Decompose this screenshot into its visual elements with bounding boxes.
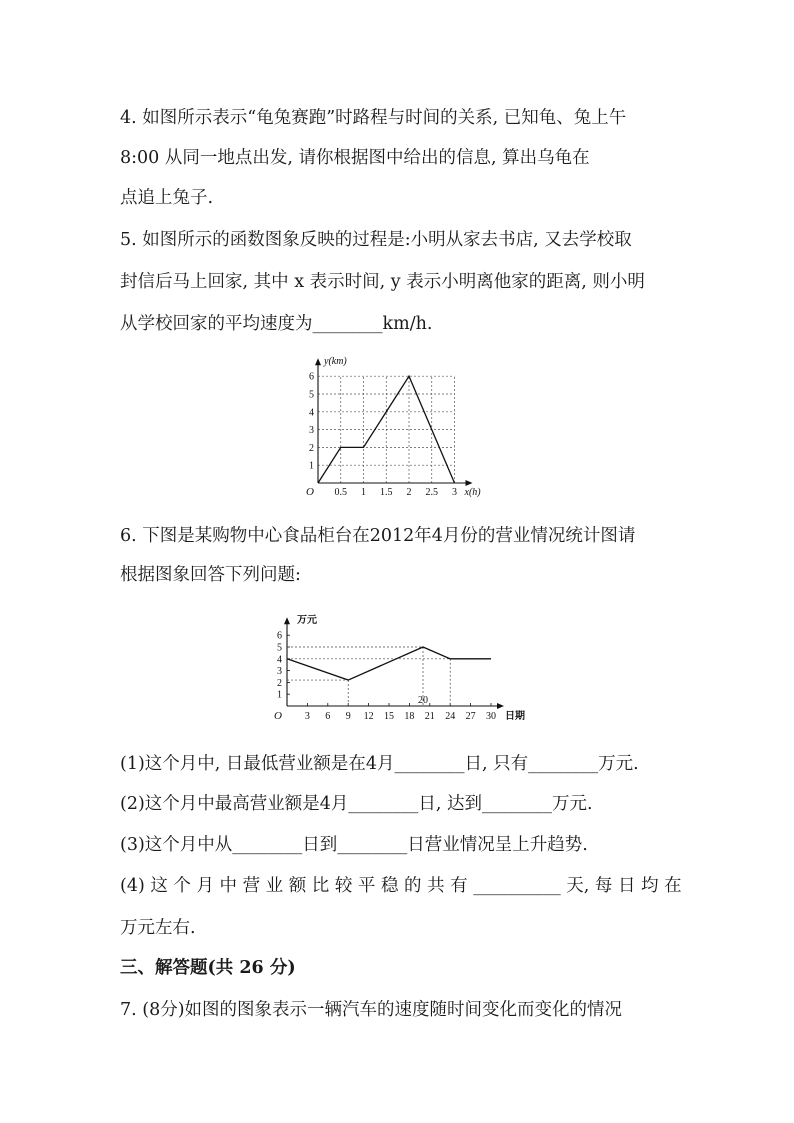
y-tick-label: 3 [309,425,314,437]
x-tick-label: 24 [445,711,456,722]
x-tick-label: 27 [465,711,476,722]
x-tick-label: 15 [384,711,394,722]
x-tick-label: 0.5 [334,487,347,498]
q6-line2: 根据图象回答下列问题: [120,565,301,585]
y-axis-arrow [284,617,290,624]
x-tick-label: 21 [424,711,435,722]
q6-sub2: (2)这个月中最高营业额是4月________日, 达到________万元. [120,794,593,814]
y-tick-label: 2 [309,442,314,454]
x-tick-label: 9 [345,711,351,722]
x-tick-label: 2 [406,487,412,498]
y-tick-label: 5 [277,642,282,654]
sales-series-line [287,647,491,680]
q4-line1: 4. 如图所示表示“龟兔赛跑”时路程与时间的关系, 已知龟、兔上午 [120,108,627,128]
x-tick-label: 2.5 [425,487,438,498]
y-tick-label: 2 [277,677,282,689]
y-axis-arrow [315,358,321,365]
y-tick-label: 1 [277,689,282,701]
q6-sub1: (1)这个月中, 日最低营业额是在4月________日, 只有________万元. [120,754,639,774]
q6-sub4b: 万元左右. [120,918,196,938]
q5-line2: 封信后马上回家, 其中 x 表示时间, y 表示小明离他家的距离, 则小明 [120,272,645,292]
q4-line3: 点追上兔子. [120,188,214,208]
x-tick-label: 12 [363,711,374,722]
q7-line1: 7. (8分)如图的图象表示一辆汽车的速度随时间变化而变化的情况 [120,1000,623,1020]
origin-label: O [306,486,314,498]
sales-chart [265,600,545,730]
x-axis-label: x(h) [464,487,481,498]
q6-line1: 6. 下图是某购物中心食品柜台在2012年4月份的营业情况统计图请 [120,526,636,546]
y-axis-label: 万元 [297,615,317,627]
x-axis-arrow [466,480,473,486]
distance-time-chart [300,350,500,500]
x-axis-arrow [497,703,504,709]
y-tick-label: 4 [309,407,314,419]
y-tick-label: 6 [277,630,282,642]
x-tick-label: 1 [361,487,366,498]
y-tick-label: 1 [309,460,314,472]
annotation-label: 20 [418,695,428,706]
x-tick-label: 18 [404,711,415,722]
y-tick-label: 6 [309,371,314,383]
q6-sub3: (3)这个月中从________日到________日营业情况呈上升趋势. [120,835,588,855]
x-tick-label: 6 [325,711,331,722]
y-axis-label: y(km) [324,356,347,368]
x-axis-label: 日期 [505,711,525,722]
origin-label: O [274,710,282,722]
section-3-title: 三、解答题(共 26 分) [120,958,296,978]
q4-line2: 8:00 从同一地点出发, 请你根据图中给出的信息, 算出乌龟在 [120,148,590,168]
q5-line1: 5. 如图所示的函数图象反映的过程是:小明从家去书店, 又去学校取 [120,230,632,250]
x-tick-label: 30 [486,711,496,722]
x-tick-label: 3 [452,487,457,498]
y-tick-label: 4 [277,654,282,666]
x-tick-label: 3 [304,711,310,722]
x-tick-label: 1.5 [380,487,393,498]
y-tick-label: 5 [309,389,314,401]
q6-sub4a: (4) 这 个 月 中 营 业 额 比 较 平 稳 的 共 有 __________ 天, 每 日 均 在 [120,876,682,896]
q5-line3: 从学校回家的平均速度为________km/h. [120,314,433,334]
y-tick-label: 3 [277,666,282,678]
